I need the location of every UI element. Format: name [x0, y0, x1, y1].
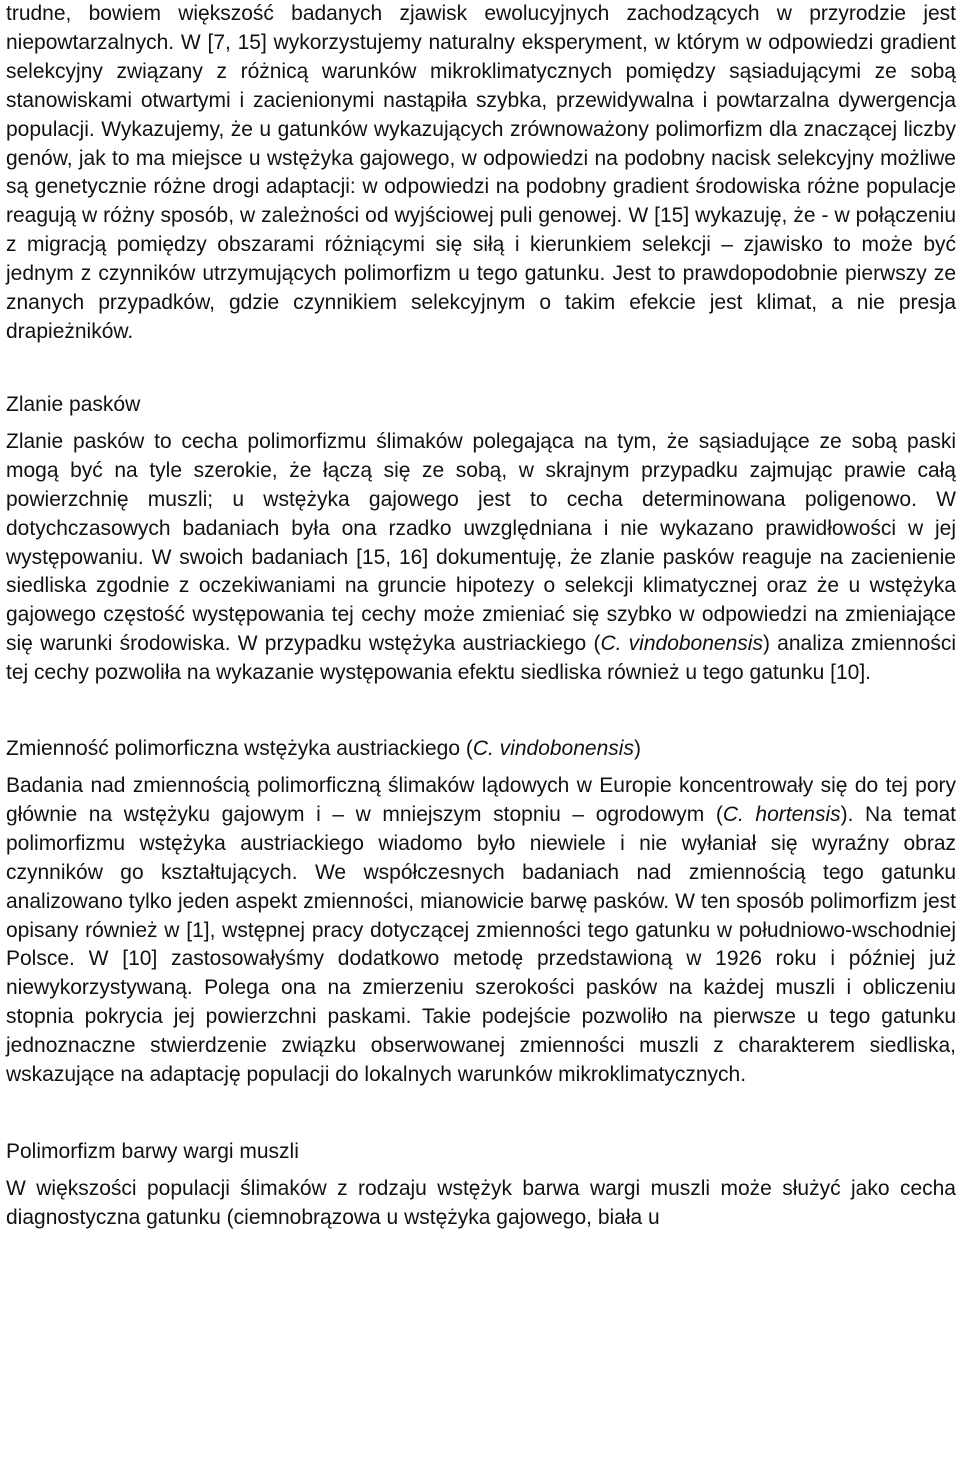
section-heading-polimorfizm-barwy-wargi: Polimorfizm barwy wargi muszli: [6, 1140, 299, 1163]
heading-species-italic: C. vindobonensis: [472, 737, 634, 761]
paragraph-zmiennosc-polimorficzna: [6, 772, 956, 1090]
text-run: Badania nad zmiennością polimorficzną ślimaków lądowych w Europie koncentrowały się do tej pory głównie na wstężyku gajowym i – w mniejszym stopniu – ogrodowym (: [6, 774, 956, 826]
spacer: [6, 763, 956, 772]
paragraph-zlanie-paskow: [6, 428, 956, 688]
paragraph-polimorfizm-barwy-wargi: W większości populacji ślimaków z rodzaju wstężyk barwa wargi muszli może służyć jako cecha diagnostyczna gatunku (ciemnobrązowa u wstężyka gajowego, biała u: [6, 1177, 956, 1229]
text-run: ) analiza zmienności tej cechy pozwoliła na wykazanie występowania efektu siedliska również u tego gatunku [10].: [6, 632, 956, 685]
section-heading-zlanie-paskow: Zlanie pasków: [6, 392, 141, 416]
heading-text-run: ): [633, 737, 641, 761]
spacer: [6, 419, 956, 428]
species-name-italic: C. vindobonensis: [600, 632, 763, 656]
heading-text-run: Zmienność polimorficzna wstężyka austriackiego (: [6, 737, 473, 761]
text-run: Zlanie pasków to cecha polimorfizmu ślimaków polegająca na tym, że sąsiadujące ze sobą paski mogą być na tyle szerokie, że łączą się ze sobą, w skrajnym przypadku zajmując prawie całą powierzchnię muszli; u wstężyka gajowego jest to cecha determinowana poligenowo. W dotychczasowych badaniach była ona rzadko uwzględniana i nie wykazano prawidłowości w jej występowaniu. W swoich badaniach [15, 16] dokumentuję, że zlanie pasków reaguje na zacienienie siedliska zgodnie z oczekiwaniami na gruncie hipotezy o selekcji klimatycznej oraz że u wstężyka gajowego częstość występowania tej cechy może zmieniać się szybko w odpowiedzi na zmieniające się warunki środowiska. W przypadku wstężyka austriackiego (: [6, 429, 956, 656]
species-name-italic: C. hortensis: [722, 802, 841, 826]
section-heading-zmiennosc-polimorficzna: [6, 734, 956, 763]
document-page: [6, 0, 956, 1233]
spacer: [6, 1166, 956, 1175]
paragraph-intro: trudne, bowiem większość badanych zjawisk ewolucyjnych zachodzących w przyrodzie jest niepowtarzalnych. W [7, 15] wykorzystujemy naturalny eksperyment, w którym w odpowiedzi gradient selekcyjny związany z różnicą warunków mikroklimatycznych pomiędzy sąsiadującymi ze sobą stanowiskami otwartymi i zacienionymi nastąpiła szybka, przewidywalna i powtarzalna dywergencja populacji. Wykazujemy, że u gatunków wykazujących zrównoważony polimorfizm dla znaczącej liczby genów, jak to ma miejsce u wstężyka gajowego, w odpowiedzi na podobny nacisk selekcyjny możliwe są genetycznie różne drogi adaptacji: w odpowiedzi na podobny gradient środowiska różne populacje reagują w różny sposób, w zależności od wyjściowej puli genowej. W [15] wykazuję, że - w połączeniu z migracją pomiędzy obszarami różniącymi się siłą i kierunkiem selekcji – zjawisko to może być jednym z czynników utrzymujących polimorfizm u tego gatunku. Jest to prawdopodobnie pierwszy ze znanych przypadków, gdzie czynnikiem selekcyjnym o takim efekcie jest klimat, a nie presja drapieżników.: [6, 2, 956, 343]
text-run: ). Na temat polimorfizmu wstężyka austriackiego wiadomo było niewiele i nie wyłaniał się wyraźny obraz czynników go kształtujących. We współczesnych badaniach nad zmiennością tego gatunku analizowano tylko jeden aspekt zmienności, mianowicie barwę pasków. W ten sposób polimorfizm jest opisany również w [1], wstępnej pracy dotyczącej zmienności tego gatunku w południowo-wschodniej Polsce. W [10] zastosowałyśmy dodatkowo metodę przedstawioną w 1926 roku i później już niewykorzystywaną. Polega ona na zmierzeniu szerokości pasków na każdej muszli i obliczeniu stopnia pokrycia jej powierzchni paskami. Takie podejście pozwoliło na pierwsze u tego gatunku jednoznaczne stwierdzenie związku obserwowanej zmienności muszli z charakterem siedliska, wskazujące na adaptację populacji do lokalnych warunków mikroklimatycznych.: [6, 802, 956, 1087]
